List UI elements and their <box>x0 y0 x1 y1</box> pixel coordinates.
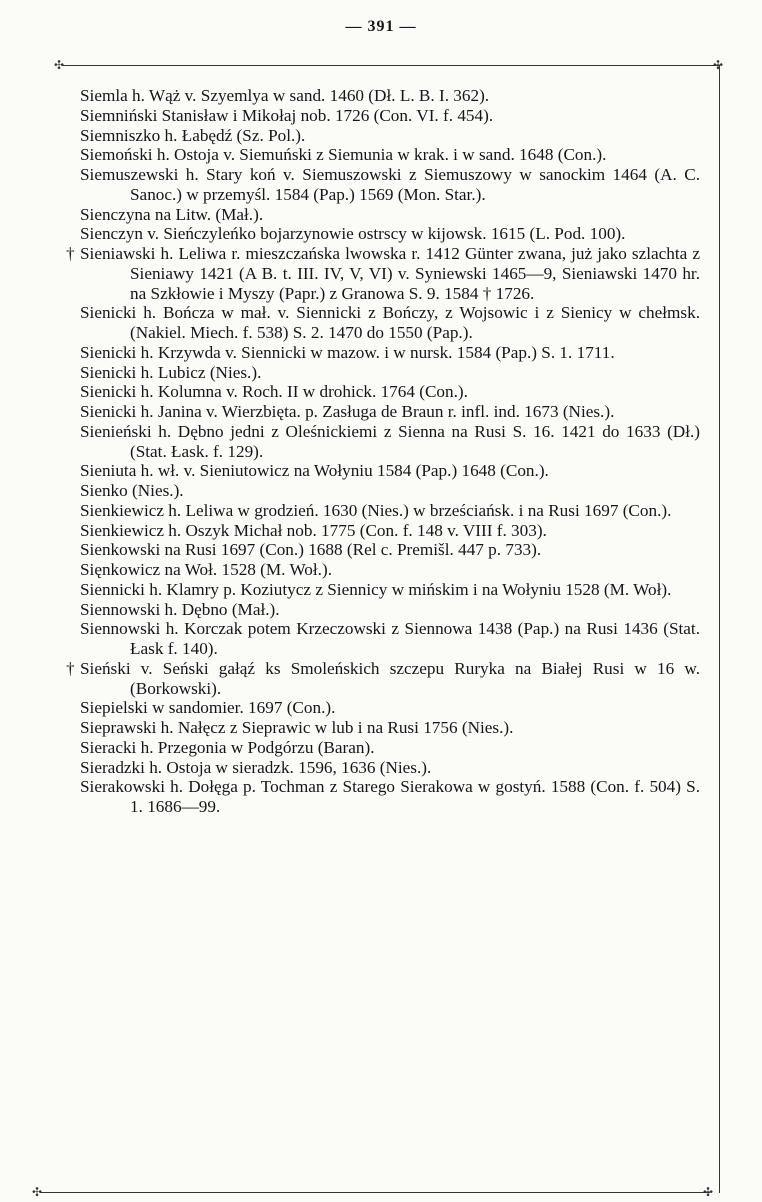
entry: Siennowski h. Korczak potem Krzeczowski z Siennowa 1438 (Pap.) na Rusi 1436 (Stat. Łask f. 140). <box>80 619 700 658</box>
corner-ornament-bottom-right-icon: ✣ <box>703 1185 714 1199</box>
frame-right-rule <box>719 65 720 1193</box>
entry: Siepielski w sandomier. 1697 (Con.). <box>80 698 336 718</box>
entry: Sienicki h. Bończa w mał. v. Siennicki z Bończy, z Wojsowic i z Sienicy w chełmsk. (Nakiel. Miech. f. 538) S. 2. 1470 do 1550 (Pap.). <box>80 303 700 342</box>
entry: Siennowski h. Dębno (Mał.). <box>80 599 280 619</box>
entry: Siemniszko h. Łabędź (Sz. Pol.). <box>80 125 306 145</box>
entry: Sienicki h. Krzywda v. Siennicki w mazow. i w nursk. 1584 (Pap.) S. 1. 1711. <box>80 342 615 362</box>
corner-ornament-bottom-left-icon: ✣ <box>32 1185 43 1199</box>
entry: Sierakowski h. Dołęga p. Tochman z Starego Sierakowa w gostyń. 1588 (Con. f. 504) S. 1. 1686—99. <box>80 777 700 816</box>
entry: Sienczyna na Litw. (Mał.). <box>80 204 264 224</box>
entry: † Sieniawski h. Leliwa r. mieszczańska lwowska r. 1412 Günter zwana, już jako szlachta z Sieniawy 1421 (A B. t. III. IV, V, VI) v. Syniewski 1465—9, Sieniawski 1470 hr. na Szkłowie i Myszy (Papr.) z Granowa S. 9. 1584 † 1726. <box>66 244 700 303</box>
entry: Sienkiewicz h. Oszyk Michał nob. 1775 (Con. f. 148 v. VIII f. 303). <box>80 520 547 540</box>
entry: Sienicki h. Janina v. Wierzbięta. p. Zasługa de Braun r. infl. ind. 1673 (Nies.). <box>80 402 615 421</box>
dagger-icon: † <box>66 244 75 263</box>
entry: Sienko (Nies.). <box>80 481 184 500</box>
dagger-icon: † <box>66 658 75 678</box>
entry: Sienkiewicz h. Leliwa w grodzień. 1630 (Nies.) w brześciańsk. i na Rusi 1697 (Con.). <box>80 500 672 520</box>
entry: Sieprawski h. Nałęcz z Sieprawic w lub i na Rusi 1756 (Nies.). <box>80 718 514 737</box>
entry: Sienicki h. Lubicz (Nies.). <box>80 362 262 382</box>
frame-bottom-rule <box>40 1192 710 1193</box>
entry: Sięnkowicz na Woł. 1528 (M. Woł.). <box>80 560 332 579</box>
corner-ornament-top-left-icon: ✣ <box>54 58 65 72</box>
entry: Sienkowski na Rusi 1697 (Con.) 1688 (Rel c. Premišl. 447 p. 733). <box>80 540 542 560</box>
entry: Sieracki h. Przegonia w Podgórzu (Baran). <box>80 737 375 757</box>
page-number: — 391 — <box>345 18 417 35</box>
entry: Sieradzki h. Ostoja w sieradzk. 1596, 1636 (Nies.). <box>80 757 432 777</box>
entry: Siemniński Stanisław i Mikołaj nob. 1726 (Con. VI. f. 454). <box>80 105 494 125</box>
entry-list <box>66 86 700 817</box>
entry: Siemuszewski h. Stary koń v. Siemuszowski z Siemuszowy w sanockim 1464 (A. C. Sanoc.) w przemyśl. 1584 (Pap.) 1569 (Mon. Star.). <box>80 165 700 204</box>
entry: Siemoński h. Ostoja v. Siemuński z Siemunia w krak. i w sand. 1648 (Con.). <box>80 145 607 165</box>
entry: Sienieński h. Dębno jedni z Oleśnickiemi z Sienna na Rusi S. 16. 1421 do 1633 (Dł.) (Stat. Łask. f. 129). <box>80 421 700 461</box>
frame-top-rule <box>62 65 720 66</box>
entry: Siennicki h. Klamry p. Koziutycz z Siennicy w mińskim i na Wołyniu 1528 (M. Woł). <box>80 579 672 599</box>
corner-ornament-top-right-icon: ✣ <box>713 58 724 72</box>
entry: Siemla h. Wąż v. Szyemlya w sand. 1460 (Dł. L. B. I. 362). <box>80 86 490 105</box>
entry: † Sieński v. Seński gałąź ks Smoleńskich szczepu Ruryka na Białej Rusi w 16 w. (Borkowski). <box>66 658 700 698</box>
entry: Sienicki h. Kolumna v. Roch. II w drohick. 1764 (Con.). <box>80 382 468 402</box>
entry: Sienczyn v. Sieńczyleńko bojarzynowie ostrscy w kijowsk. 1615 (L. Pod. 100). <box>80 224 626 244</box>
entry: Sieniuta h. wł. v. Sieniutowicz na Wołyniu 1584 (Pap.) 1648 (Con.). <box>80 461 549 481</box>
